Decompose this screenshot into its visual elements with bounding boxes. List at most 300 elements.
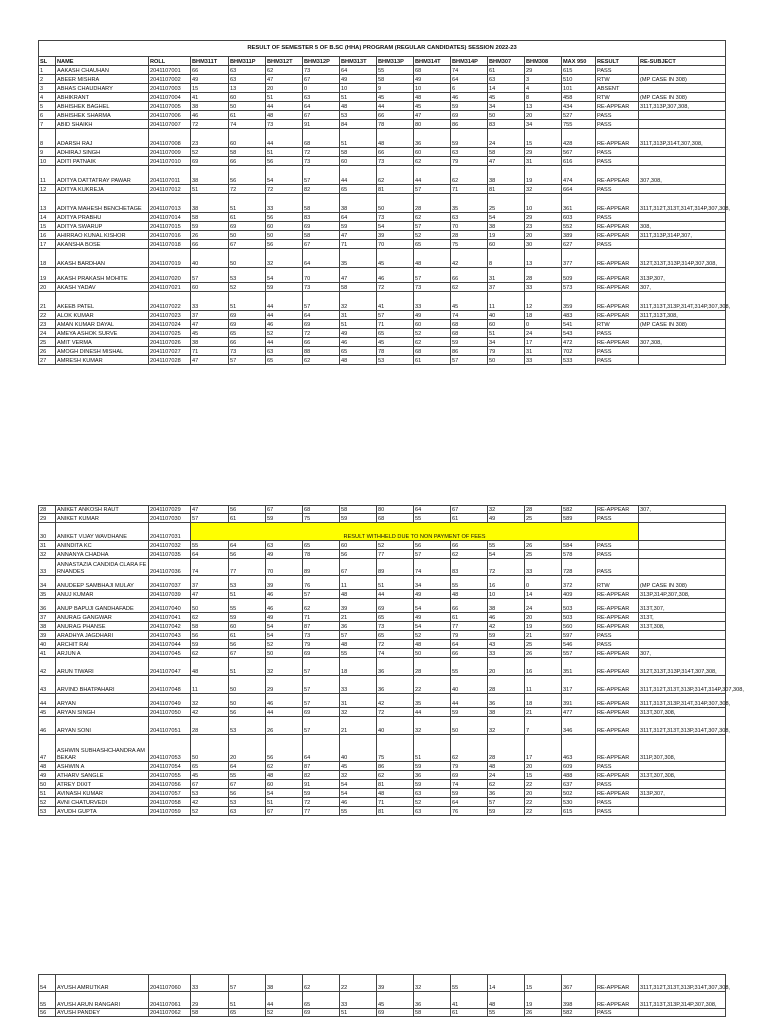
cell-bhm307: 31 bbox=[488, 268, 525, 283]
cell-result: RTW bbox=[596, 93, 639, 102]
cell-bhm314p: 64 bbox=[451, 75, 488, 84]
cell-name: ADITYA KUKREJA bbox=[56, 185, 149, 194]
cell-roll: 2041107050 bbox=[149, 708, 191, 717]
cell-name: AVNI CHATURVEDI bbox=[56, 798, 149, 807]
cell-bhm312p: 67 bbox=[303, 111, 340, 120]
cell-result: RE-APPEAR bbox=[596, 676, 639, 694]
cell-bhm311p: 77 bbox=[229, 559, 266, 576]
cell-result: PASS bbox=[596, 240, 639, 249]
cell-sl: 48 bbox=[39, 762, 56, 771]
cell-name: ANINDITA KC bbox=[56, 541, 149, 550]
cell-roll: 2041107026 bbox=[149, 338, 191, 347]
cell-re-subject: 311T,312T,313T,314T,314P,307,308, bbox=[639, 194, 726, 213]
cell-bhm311p: 56 bbox=[229, 789, 266, 798]
cell-bhm313t: 48 bbox=[340, 590, 377, 599]
cell-name: ANNASTAZIA CANDIDA CLARA FERNANDES bbox=[56, 559, 149, 576]
cell-name: ADITYA MAHESH BENCHETAGE bbox=[56, 194, 149, 213]
cell-bhm312p: 79 bbox=[303, 640, 340, 649]
cell-name: ABHAS CHAUDHARY bbox=[56, 84, 149, 93]
cell-total: 589 bbox=[562, 514, 596, 523]
header-name: NAME bbox=[56, 57, 149, 66]
cell-bhm307: 61 bbox=[488, 66, 525, 75]
cell-re-subject bbox=[639, 807, 726, 816]
cell-bhm314t: 63 bbox=[414, 789, 451, 798]
cell-bhm311p: 63 bbox=[229, 75, 266, 84]
cell-bhm311t: 52 bbox=[191, 148, 229, 157]
cell-bhm313p: 73 bbox=[377, 622, 414, 631]
cell-total: 615 bbox=[562, 807, 596, 816]
cell-name: ANURAG GANGWAR bbox=[56, 613, 149, 622]
cell-roll: 2041107018 bbox=[149, 240, 191, 249]
cell-bhm307: 55 bbox=[488, 1009, 525, 1017]
cell-roll: 2041107048 bbox=[149, 676, 191, 694]
cell-sl: 56 bbox=[39, 1009, 56, 1017]
cell-total: 458 bbox=[562, 93, 596, 102]
header-bhm308: BHM308 bbox=[525, 57, 562, 66]
cell-bhm313p: 54 bbox=[377, 222, 414, 231]
cell-sl: 10 bbox=[39, 157, 56, 166]
cell-result: ABSENT bbox=[596, 84, 639, 93]
cell-name: ABHISHEK SHARMA bbox=[56, 111, 149, 120]
cell-result: PASS bbox=[596, 798, 639, 807]
cell-bhm307: 83 bbox=[488, 120, 525, 129]
cell-total: 474 bbox=[562, 166, 596, 185]
table-row bbox=[39, 559, 726, 576]
cell-result: RE-APPEAR bbox=[596, 506, 639, 514]
cell-roll: 2041107049 bbox=[149, 694, 191, 708]
cell-bhm308: 13 bbox=[525, 102, 562, 111]
cell-bhm308: 31 bbox=[525, 347, 562, 356]
cell-bhm312p: 63 bbox=[303, 93, 340, 102]
cell-roll: 2041107043 bbox=[149, 631, 191, 640]
cell-bhm314p: 74 bbox=[451, 780, 488, 789]
cell-bhm314p: 59 bbox=[451, 708, 488, 717]
cell-bhm308: 25 bbox=[525, 514, 562, 523]
cell-bhm314p: 62 bbox=[451, 283, 488, 292]
header-row bbox=[39, 57, 726, 66]
cell-bhm313t: 54 bbox=[340, 780, 377, 789]
cell-re-subject: 313T, bbox=[639, 613, 726, 622]
cell-bhm313p: 9 bbox=[377, 84, 414, 93]
cell-sl: 34 bbox=[39, 576, 56, 590]
cell-bhm313t: 48 bbox=[340, 356, 377, 365]
cell-bhm313p: 72 bbox=[377, 283, 414, 292]
cell-bhm307: 25 bbox=[488, 194, 525, 213]
cell-bhm312t: 73 bbox=[266, 120, 303, 129]
cell-re-subject: 313P,314P,307,308, bbox=[639, 590, 726, 599]
cell-name: AMIT VERMA bbox=[56, 338, 149, 347]
cell-bhm312t: 44 bbox=[266, 338, 303, 347]
cell-bhm312t: 56 bbox=[266, 213, 303, 222]
cell-bhm312t: 50 bbox=[266, 231, 303, 240]
cell-bhm312t: 51 bbox=[266, 93, 303, 102]
cell-bhm312t: 49 bbox=[266, 550, 303, 559]
cell-bhm308: 32 bbox=[525, 185, 562, 194]
cell-bhm308: 18 bbox=[525, 311, 562, 320]
cell-bhm312t: 67 bbox=[266, 807, 303, 816]
cell-bhm314p: 62 bbox=[451, 166, 488, 185]
cell-re-subject bbox=[639, 120, 726, 129]
cell-bhm307: 60 bbox=[488, 320, 525, 329]
cell-result: RE-APPEAR bbox=[596, 613, 639, 622]
cell-bhm308: 29 bbox=[525, 66, 562, 75]
table-row bbox=[39, 166, 726, 185]
cell-roll: 2041107041 bbox=[149, 613, 191, 622]
cell-roll: 2041107051 bbox=[149, 717, 191, 735]
cell-bhm312t: 26 bbox=[266, 717, 303, 735]
cell-roll: 2041107028 bbox=[149, 356, 191, 365]
table-row bbox=[39, 194, 726, 213]
cell-name: ABHISHEK BAGHEL bbox=[56, 102, 149, 111]
cell-name: ARUN TIWARI bbox=[56, 658, 149, 676]
cell-bhm313p: 45 bbox=[377, 992, 414, 1009]
cell-total: 503 bbox=[562, 599, 596, 613]
cell-bhm314t: 22 bbox=[414, 676, 451, 694]
cell-name: ATREY DIXIT bbox=[56, 780, 149, 789]
cell-re-subject bbox=[639, 84, 726, 93]
cell-result: RE-APPEAR bbox=[596, 717, 639, 735]
cell-total: 578 bbox=[562, 550, 596, 559]
cell-bhm314p: 42 bbox=[451, 249, 488, 268]
cell-sl: 19 bbox=[39, 268, 56, 283]
cell-bhm314t: 51 bbox=[414, 735, 451, 762]
cell-name: AAKASH CHAUHAN bbox=[56, 66, 149, 75]
cell-roll: 2041107012 bbox=[149, 185, 191, 194]
cell-bhm314t: 57 bbox=[414, 185, 451, 194]
cell-bhm313t: 64 bbox=[340, 66, 377, 75]
cell-bhm312t: 54 bbox=[266, 622, 303, 631]
cell-re-subject bbox=[639, 523, 726, 541]
table-row bbox=[39, 708, 726, 717]
cell-bhm311p: 50 bbox=[229, 231, 266, 240]
cell-bhm313p: 65 bbox=[377, 613, 414, 622]
cell-sl: 12 bbox=[39, 185, 56, 194]
cell-bhm314t: 54 bbox=[414, 622, 451, 631]
cell-bhm311p: 61 bbox=[229, 631, 266, 640]
cell-result: RE-APPEAR bbox=[596, 992, 639, 1009]
cell-bhm313p: 66 bbox=[377, 148, 414, 157]
table-row bbox=[39, 157, 726, 166]
cell-bhm308: 20 bbox=[525, 789, 562, 798]
cell-bhm311p: 56 bbox=[229, 640, 266, 649]
withheld-notice: RESULT WITHHELD DUE TO NON PAYMENT OF FEES bbox=[191, 523, 639, 541]
cell-bhm311p: 60 bbox=[229, 93, 266, 102]
cell-re-subject bbox=[639, 559, 726, 576]
cell-bhm311t: 48 bbox=[191, 658, 229, 676]
title-row bbox=[39, 41, 726, 57]
cell-result: RTW bbox=[596, 320, 639, 329]
table-row bbox=[39, 129, 726, 148]
table-row bbox=[39, 356, 726, 365]
cell-sl: 44 bbox=[39, 694, 56, 708]
cell-name: AMAN KUMAR DAYAL bbox=[56, 320, 149, 329]
cell-bhm308: 30 bbox=[525, 240, 562, 249]
cell-bhm308: 22 bbox=[525, 798, 562, 807]
cell-bhm312t: 54 bbox=[266, 166, 303, 185]
cell-sl: 20 bbox=[39, 283, 56, 292]
cell-bhm311p: 52 bbox=[229, 283, 266, 292]
cell-bhm311p: 56 bbox=[229, 708, 266, 717]
cell-bhm311p: 56 bbox=[229, 550, 266, 559]
cell-bhm314t: 52 bbox=[414, 329, 451, 338]
cell-result: PASS bbox=[596, 356, 639, 365]
cell-roll: 2041107032 bbox=[149, 541, 191, 550]
cell-roll: 2041107036 bbox=[149, 559, 191, 576]
cell-sl: 35 bbox=[39, 590, 56, 599]
cell-bhm311t: 66 bbox=[191, 240, 229, 249]
cell-bhm313t: 44 bbox=[340, 166, 377, 185]
cell-sl: 13 bbox=[39, 194, 56, 213]
cell-name: ABID SHAIKH bbox=[56, 120, 149, 129]
cell-bhm313p: 44 bbox=[377, 590, 414, 599]
cell-sl: 15 bbox=[39, 222, 56, 231]
cell-bhm313p: 80 bbox=[377, 506, 414, 514]
cell-total: 509 bbox=[562, 268, 596, 283]
cell-sl: 45 bbox=[39, 708, 56, 717]
cell-bhm314p: 77 bbox=[451, 622, 488, 631]
cell-bhm312p: 69 bbox=[303, 222, 340, 231]
cell-bhm307: 59 bbox=[488, 631, 525, 640]
cell-roll: 2041107042 bbox=[149, 622, 191, 631]
cell-bhm308: 24 bbox=[525, 599, 562, 613]
cell-bhm311t: 38 bbox=[191, 166, 229, 185]
table-row bbox=[39, 506, 726, 514]
cell-roll: 2041107053 bbox=[149, 735, 191, 762]
cell-bhm313p: 45 bbox=[377, 93, 414, 102]
cell-re-subject: 311T,312T,313T,313P,314T,307,308, bbox=[639, 975, 726, 992]
cell-bhm313t: 46 bbox=[340, 338, 377, 347]
cell-bhm314t: 33 bbox=[414, 292, 451, 311]
cell-bhm313p: 73 bbox=[377, 157, 414, 166]
cell-bhm312p: 59 bbox=[303, 789, 340, 798]
cell-bhm312p: 58 bbox=[303, 194, 340, 213]
cell-re-subject: 307,308, bbox=[639, 166, 726, 185]
cell-bhm314t: 48 bbox=[414, 93, 451, 102]
cell-sl: 2 bbox=[39, 75, 56, 84]
cell-bhm307: 34 bbox=[488, 338, 525, 347]
table-row bbox=[39, 762, 726, 771]
cell-bhm312p: 65 bbox=[303, 541, 340, 550]
cell-roll: 2041107047 bbox=[149, 658, 191, 676]
cell-bhm314t: 56 bbox=[414, 541, 451, 550]
cell-bhm314t: 47 bbox=[414, 111, 451, 120]
cell-total: 755 bbox=[562, 120, 596, 129]
cell-bhm312p: 71 bbox=[303, 613, 340, 622]
cell-bhm308: 15 bbox=[525, 771, 562, 780]
cell-name: ARVIND BHATPAHARI bbox=[56, 676, 149, 694]
cell-re-subject bbox=[639, 185, 726, 194]
table-row bbox=[39, 311, 726, 320]
cell-result: PASS bbox=[596, 120, 639, 129]
cell-name: AYUDH GUPTA bbox=[56, 807, 149, 816]
cell-name: ADITYA DATTATRAY PAWAR bbox=[56, 166, 149, 185]
cell-result: RE-APPEAR bbox=[596, 658, 639, 676]
cell-bhm311p: 51 bbox=[229, 292, 266, 311]
cell-bhm313p: 45 bbox=[377, 249, 414, 268]
cell-bhm311t: 56 bbox=[191, 631, 229, 640]
cell-bhm312p: 69 bbox=[303, 320, 340, 329]
table-row bbox=[39, 1009, 726, 1017]
cell-bhm313t: 55 bbox=[340, 649, 377, 658]
cell-roll: 2041107011 bbox=[149, 166, 191, 185]
cell-bhm314p: 59 bbox=[451, 102, 488, 111]
cell-bhm311t: 47 bbox=[191, 356, 229, 365]
cell-bhm314t: 36 bbox=[414, 771, 451, 780]
cell-sl: 8 bbox=[39, 129, 56, 148]
cell-roll: 2041107001 bbox=[149, 66, 191, 75]
cell-bhm311p: 73 bbox=[229, 347, 266, 356]
cell-re-subject bbox=[639, 514, 726, 523]
cell-roll: 2041107056 bbox=[149, 780, 191, 789]
cell-bhm307: 38 bbox=[488, 708, 525, 717]
cell-bhm314p: 76 bbox=[451, 807, 488, 816]
cell-bhm313t: 21 bbox=[340, 717, 377, 735]
cell-result: RE-APPEAR bbox=[596, 622, 639, 631]
cell-bhm312t: 62 bbox=[266, 66, 303, 75]
cell-bhm314t: 62 bbox=[414, 338, 451, 347]
cell-bhm314t: 68 bbox=[414, 347, 451, 356]
cell-bhm311p: 64 bbox=[229, 762, 266, 771]
cell-total: 603 bbox=[562, 213, 596, 222]
table-row bbox=[39, 789, 726, 798]
cell-bhm311t: 55 bbox=[191, 541, 229, 550]
cell-roll: 2041107023 bbox=[149, 311, 191, 320]
cell-bhm312p: 72 bbox=[303, 798, 340, 807]
cell-result: RE-APPEAR bbox=[596, 975, 639, 992]
cell-total: 367 bbox=[562, 975, 596, 992]
cell-re-subject: 311T,312T,313T,313P,314T,307,308, bbox=[639, 717, 726, 735]
header-re-subject: RE-SUBJECT bbox=[639, 57, 726, 66]
cell-bhm314p: 62 bbox=[451, 735, 488, 762]
cell-bhm312t: 44 bbox=[266, 102, 303, 111]
cell-total: 533 bbox=[562, 356, 596, 365]
cell-bhm311p: 13 bbox=[229, 84, 266, 93]
cell-bhm308: 22 bbox=[525, 807, 562, 816]
cell-name: ADITYA PRABHU bbox=[56, 213, 149, 222]
cell-name: AKASH BARDHAN bbox=[56, 249, 149, 268]
cell-bhm312t: 46 bbox=[266, 599, 303, 613]
cell-re-subject bbox=[639, 213, 726, 222]
table-row bbox=[39, 631, 726, 640]
cell-sl: 54 bbox=[39, 975, 56, 992]
cell-bhm312t: 65 bbox=[266, 356, 303, 365]
table-row bbox=[39, 649, 726, 658]
cell-bhm307: 50 bbox=[488, 111, 525, 120]
cell-bhm307: 38 bbox=[488, 222, 525, 231]
cell-bhm307: 14 bbox=[488, 975, 525, 992]
cell-total: 372 bbox=[562, 576, 596, 590]
cell-bhm307: 54 bbox=[488, 550, 525, 559]
cell-result: RE-APPEAR bbox=[596, 590, 639, 599]
cell-bhm307: 40 bbox=[488, 311, 525, 320]
cell-re-subject: (MP CASE IN 308) bbox=[639, 576, 726, 590]
cell-bhm307: 34 bbox=[488, 102, 525, 111]
cell-bhm312p: 64 bbox=[303, 249, 340, 268]
cell-bhm312p: 69 bbox=[303, 649, 340, 658]
cell-name: AKASH PRAKASH MOHITE bbox=[56, 268, 149, 283]
cell-bhm307: 59 bbox=[488, 807, 525, 816]
cell-bhm312t: 46 bbox=[266, 590, 303, 599]
cell-roll: 2041107027 bbox=[149, 347, 191, 356]
cell-bhm314p: 69 bbox=[451, 111, 488, 120]
cell-roll: 2041107055 bbox=[149, 771, 191, 780]
cell-roll: 2041107037 bbox=[149, 576, 191, 590]
cell-bhm312p: 66 bbox=[303, 338, 340, 347]
cell-bhm312p: 68 bbox=[303, 129, 340, 148]
cell-bhm314p: 74 bbox=[451, 311, 488, 320]
cell-re-subject: 311T,313P,314P,307, bbox=[639, 231, 726, 240]
cell-bhm307: 50 bbox=[488, 356, 525, 365]
cell-bhm311t: 57 bbox=[191, 268, 229, 283]
cell-bhm312t: 56 bbox=[266, 735, 303, 762]
cell-bhm311p: 51 bbox=[229, 590, 266, 599]
cell-bhm313p: 41 bbox=[377, 292, 414, 311]
cell-bhm313t: 58 bbox=[340, 283, 377, 292]
cell-bhm312p: 57 bbox=[303, 694, 340, 708]
cell-bhm311p: 63 bbox=[229, 807, 266, 816]
cell-bhm307: 37 bbox=[488, 283, 525, 292]
cell-name: AYUSH ARUN RANGARI bbox=[56, 992, 149, 1009]
cell-total: 546 bbox=[562, 640, 596, 649]
cell-bhm312t: 56 bbox=[266, 240, 303, 249]
cell-bhm307: 10 bbox=[488, 590, 525, 599]
cell-bhm312t: 63 bbox=[266, 541, 303, 550]
cell-bhm311p: 56 bbox=[229, 506, 266, 514]
cell-bhm313t: 65 bbox=[340, 347, 377, 356]
cell-total: 728 bbox=[562, 559, 596, 576]
cell-bhm312t: 59 bbox=[266, 514, 303, 523]
cell-bhm313t: 48 bbox=[340, 102, 377, 111]
cell-bhm311p: 67 bbox=[229, 649, 266, 658]
cell-roll: 2041107016 bbox=[149, 231, 191, 240]
cell-bhm311t: 64 bbox=[191, 550, 229, 559]
cell-bhm312t: 60 bbox=[266, 780, 303, 789]
cell-bhm312p: 57 bbox=[303, 166, 340, 185]
cell-bhm314t: 64 bbox=[414, 506, 451, 514]
cell-name: AHIRRAO KUNAL KISHOR bbox=[56, 231, 149, 240]
cell-bhm314p: 70 bbox=[451, 222, 488, 231]
cell-result: RTW bbox=[596, 75, 639, 84]
cell-re-subject: 311T,312T,313T,313P,314T,314P,307,308, bbox=[639, 676, 726, 694]
cell-bhm314t: 50 bbox=[414, 649, 451, 658]
cell-bhm311p: 55 bbox=[229, 599, 266, 613]
cell-bhm314t: 49 bbox=[414, 75, 451, 84]
cell-bhm312p: 58 bbox=[303, 231, 340, 240]
cell-re-subject: 312T,313T,313P,314P,307,308, bbox=[639, 249, 726, 268]
cell-re-subject bbox=[639, 1009, 726, 1017]
cell-bhm307: 38 bbox=[488, 166, 525, 185]
cell-bhm312t: 59 bbox=[266, 283, 303, 292]
cell-bhm313p: 75 bbox=[377, 735, 414, 762]
cell-bhm311p: 61 bbox=[229, 514, 266, 523]
cell-bhm314p: 66 bbox=[451, 599, 488, 613]
table-row bbox=[39, 676, 726, 694]
cell-bhm312p: 64 bbox=[303, 311, 340, 320]
cell-bhm311t: 59 bbox=[191, 640, 229, 649]
cell-bhm312p: 82 bbox=[303, 185, 340, 194]
cell-bhm312p: 87 bbox=[303, 762, 340, 771]
cell-bhm314p: 67 bbox=[451, 506, 488, 514]
sheet-title: RESULT OF SEMESTER 5 OF B.SC (HHA) PROGRAM (REGULAR CANDIDATES) SESSION 2022-23 bbox=[39, 41, 726, 57]
cell-bhm313t: 10 bbox=[340, 84, 377, 93]
cell-bhm311t: 49 bbox=[191, 75, 229, 84]
cell-bhm311p: 64 bbox=[229, 541, 266, 550]
cell-bhm313p: 45 bbox=[377, 338, 414, 347]
cell-bhm311p: 20 bbox=[229, 735, 266, 762]
cell-sl: 18 bbox=[39, 249, 56, 268]
cell-bhm314t: 35 bbox=[414, 694, 451, 708]
cell-bhm314t: 44 bbox=[414, 166, 451, 185]
